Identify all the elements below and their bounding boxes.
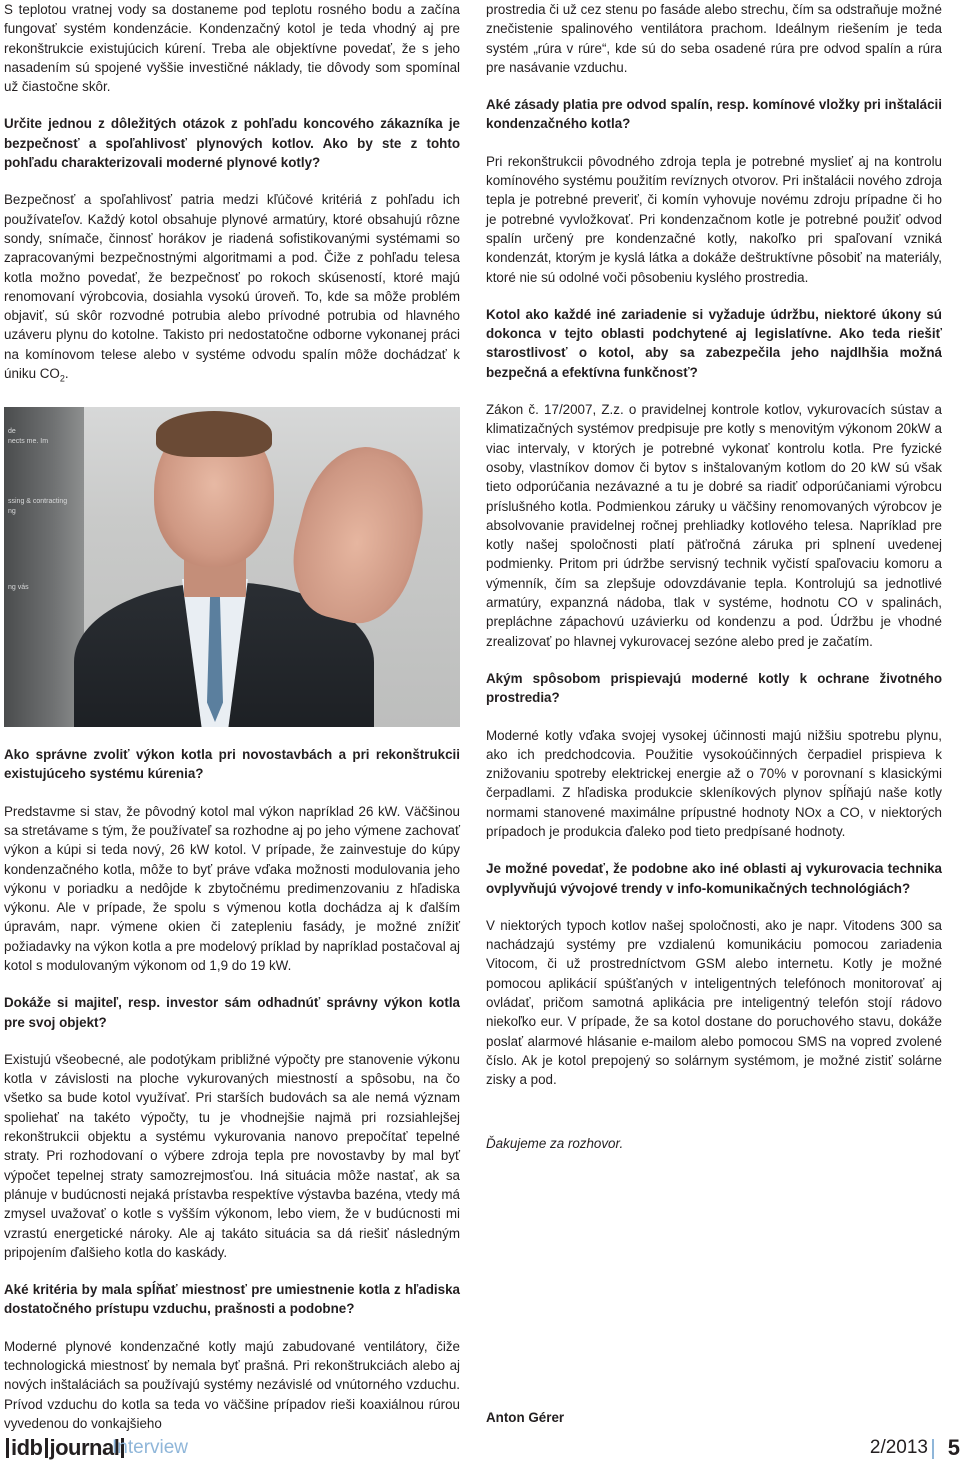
section-label: Interview (112, 1437, 189, 1458)
photo-wall-text: nects me. Im (8, 438, 49, 446)
interview-question: Určite jednou z dôležitých otázok z pohľadu koncového zákazníka je bezpečnosť a spoľahlivosť plynových kotlov. Ako by ste z tohto pohľadu charakterizovali moderné plynové kotly? (4, 116, 460, 171)
interview-question: Dokáže si majiteľ, resp. investor sám odhadnúť správny výkon kotla pre svoj objekt? (4, 995, 460, 1030)
paragraph: Existujú všeobecné, ale podotýkam približné výpočty pre stanovenie výkonu kotla v závislosti na ploche vykurovaných miestností a spôsobu, na čo všetko sa bude kotol využívať. Pri starších budovách sa ale nemá význam spoliehať na takéto výpočty, tu je vhodnejšie najmä pri rozsiahlejšej rekonštrukcii objektu a systému vykurovania nanovo prepočítať tepelné straty. Pri rozhodovaní o výbere zdroja tepla pre novostavby by mal byť výpočet tepelnej straty samozrejmosťou. Iná situácia môže nastať, ak sa plánuje v budúcnosti nejaká prístavba respektíve výstavba bazéna, vtedy má zmysel uvažovať o kotle s vyšším výkonom, lebo viem, že v budúcnosti mi vzrastú energetické nároky. Ale aj takáto situácia sa dá riešiť následným pripojením ďalšieho kotla do kaskády. (4, 1051, 460, 1260)
logo-bar (45, 1438, 48, 1458)
left-column (4, 0, 460, 1433)
logo-part-journal: journal (49, 1435, 120, 1460)
photo-wall-text: ssing & contracting (8, 498, 68, 506)
photo-background-wall (4, 407, 84, 727)
closing-thanks: Ďakujeme za rozhovor. (486, 1135, 624, 1151)
interview-question: Ako správne zvoliť výkon kotla pri novostavbách a pri rekonštrukcii existujúceho systému kúrenia? (4, 747, 460, 782)
photo-hair (156, 411, 272, 457)
paragraph: S teplotou vratnej vody sa dostaneme pod teplotu rosného bodu a začína fungovať systém kondenzácie. Kondenzačný kotol je teda vhodný aj pre rekonštrukcie existujúcich kúrení. Treba ale objektívne povedať, že s jeho nasadením sú spojené vyššie investičné náklady, tie dôvody som spomínal už čiastočne skôr. (4, 2, 460, 95)
interviewee-photo (4, 407, 460, 727)
issue-number: 2/2013 (869, 1437, 928, 1458)
paragraph: Zákon č. 17/2007, Z.z. o pravidelnej kontrole kotlov, vykurovacích sústav a klimatizačných systémov predpisuje pre kotly s menovitým výkonom 20kW a viac intervaly, v ktorých je potrebné vykonať kontrolu kotla. Pre fyzické osoby, vlastníkov domov či bytov s inštalovaným kotlom do 20 kW sú však tieto odporúčania nezávazné a tu je dobré sa riadiť odporúčaniami výrobcu príslušného kotla. Podmienkou záruky u väčšiny renomovaných výrobcov je absolvovanie pravidelnej ročnej prehliadky kotlového telesa. Napríklad pre kotly našej spoločnosti platí päťročná záruka pri splnení uvedenej podmienky. Pritom pri údržbe servisný technik vyčistí spaľovaciu komoru a výmenník, čím sa zlepšuje odovzdávanie tepla. Kontrolujú sa jednotlivé armatúry, expanzná nádoba, tlak v systéme, hodnotu CO v spalinách, prepláchne zápachovú uzávierku od kondenzu a pod. Údržbu je vhodné zrealizovať po hlavnej vykurovacej sezóne alebo pred je začatím. (486, 402, 942, 649)
paragraph: V niektorých typoch kotlov našej spoločnosti, ako je napr. Vitodens 300 sa nachádzajú systémy pre vzdialenú komunikáciu pomocou zariadenia Vitocom, či už prostredníctvom GSM alebo internetu. Kotly je možné pomocou aplikácií spúšťaných v inteligentných telefónoch monitorovať aj ovládať, pričom samotná aplikácia pre inteligentný telefón stojí rádovo niekoľko eur. V prípade, že sa kotol dostane do poruchového stavu, dokáže poslať alarmové hlásanie e-mailom alebo pomocou SMS na vopred zvolené číslo. Ak je kotol prepojený so solárnym systémom, je možné zistiť solárne zisky a pod. (486, 917, 942, 1088)
page-number: 5 (947, 1435, 960, 1460)
page-divider (932, 1439, 934, 1459)
page-footer (4, 1434, 960, 1462)
photo-wall-text: ng (8, 508, 16, 516)
logo-part-idb: idb (11, 1435, 43, 1460)
photo-wall-text: ng vás (8, 584, 29, 592)
paragraph: prostredia či už cez stenu po fasáde alebo strechu, čím sa odstraňuje možné znečistenie spalinového ventilátora prachom. Ideálnym riešením je teda systém „rúra v rúre“, kde sú do seba osadené rúra pre odvod spalín a rúra pre nasávanie vzduchu. (486, 2, 942, 75)
photo-wall-text: de (8, 428, 16, 436)
interview-question: Aké zásady platia pre odvod spalín, resp. komínové vložky pri inštalácii kondenzačného kotla? (486, 97, 942, 132)
interview-question: Je možné povedať, že podobne ako iné oblasti aj vykurovacia technika ovplyvňujú vývojové trendy v info-komunikačných technológiách? (486, 861, 942, 896)
paragraph: Moderné plynové kondenzačné kotly majú zabudované ventilátory, čiže technologická miestnosť by nemala byť prašná. Pri rekonštrukciách alebo aj nových inštaláciách sa používajú systémy nezávislé od vnútorného vzduchu. Prívod vzduchu do kotla sa teda vo väčšine prípadov rieši koaxiálnou rúrou vyvedenou do vonkajšieho (4, 1338, 460, 1431)
author-name: Anton Gérer (486, 1410, 565, 1425)
right-column (486, 0, 942, 1425)
interview-question: Akým spôsobom prispievajú moderné kotly k ochrane životného prostredia? (486, 670, 942, 706)
paragraph: Moderné kotly vďaka svojej vysokej účinnosti majú nižšiu spotrebu plynu, ako ich predchodcovia. Použitie vysokoúčinných čerpadiel prispieva k znižovaniu spotreby elektrickej energie až o 70% v porovnaní s klasickými čerpadlami. Z hľadiska produkcie skleníkových plynov spĺňajú naše kotly normami stanovené maximálne prípustné hodnoty NOx a CO, v niektorých prípadoch je produkcia ďaleko pod tieto predpísané hodnoty. (486, 727, 942, 839)
interview-question: Aké kritéria by mala spĺňať miestnosť pre umiestnenie kotla z hľadiska dostatočného prístupu vzduchu, prašnosti a podobne? (4, 1282, 460, 1317)
paragraph: Pri rekonštrukcii pôvodného zdroja tepla je potrebné myslieť aj na kontrolu komínového systému použitím revíznych otvorov. Pri inštalácii nového zdroja tepla je potrebné preveriť, či komín vyhovuje novému zdroju prípadne či ho je potrebné vyvložkovať. Pri kondenzačnom kotle je potrebné použiť odvod spalín určený pre kondenzačné kotly, nakoľko pri spaľovaní vzniká kondenzát, ktorým je kyslá látka a dokáže deštruktívne pôsobiť na materiály, ktoré nie sú odolné voči pôsobeniu kyslého prostredia. (486, 153, 942, 285)
paragraph: Predstavme si stav, že pôvodný kotol mal výkon napríklad 26 kW. Väčšinou sa stretávame s tým, že používateľ sa rozhodne aj po jeho výmene zachovať výkon a kúpi si teda nový, 26 kW kotol. V prípade, že zainvestuje do kúpy kondenzačného kotla, môže to byť práve vďaka možnosti modulovania jeho výkonu v poriadku a nedôjde k zbytočnému predimenzovaniu z hľadiska výkonu. Ale v prípade, že spolu s výmenou kotla dochádza aj k ďalším úpravám, napr. výmene okien či zatepleniu fasády, je možné znížiť požiadavky na výkon kotla a pre modelový príklad by napríklad postačoval aj kotol s modulovaným výkonom od 1,9 do 19 kW. (4, 803, 460, 973)
interview-question: Kotol ako každé iné zariadenie si vyžaduje údržbu, niektoré úkony sú dokonca v tejto oblasti podchytené aj legislatívne. Ako teda riešiť starostlivosť o kotol, aby sa zabezpečila jeho najdlhšia možná bezpečná a efektívna funkčnosť? (486, 306, 942, 380)
logo-bar (6, 1438, 9, 1458)
paragraph: Bezpečnosť a spoľahlivosť patria medzi kľúčové kritériá z pohľadu ich používateľov. Každý kotol obsahuje plynové armatúry, ktoré obsahujú rôzne sondy, snímače, činnosť horákov je riadená sofistikovanými systémami so zapracovanými bezpečnostnými algoritmami a pod. Čiže z pohľadu telesa kotla možno povedať, že bezpečnosť po rokoch skúseností, ktoré majú renomovaní výrobcovia, dosiahla vysokú úroveň. To, kde sa môže problém objaviť, sú skôr rozvodné potrubia alebo prívodné potrubia od hlavného uzáveru plynu do kotolne. Takisto pri nedostatočne odborne vykonanej práci na komínovom telese alebo v systéme odvodu spalín môže dochádzať k úniku $CO_2$. (4, 192, 460, 384)
journal-logo (4, 1434, 126, 1462)
